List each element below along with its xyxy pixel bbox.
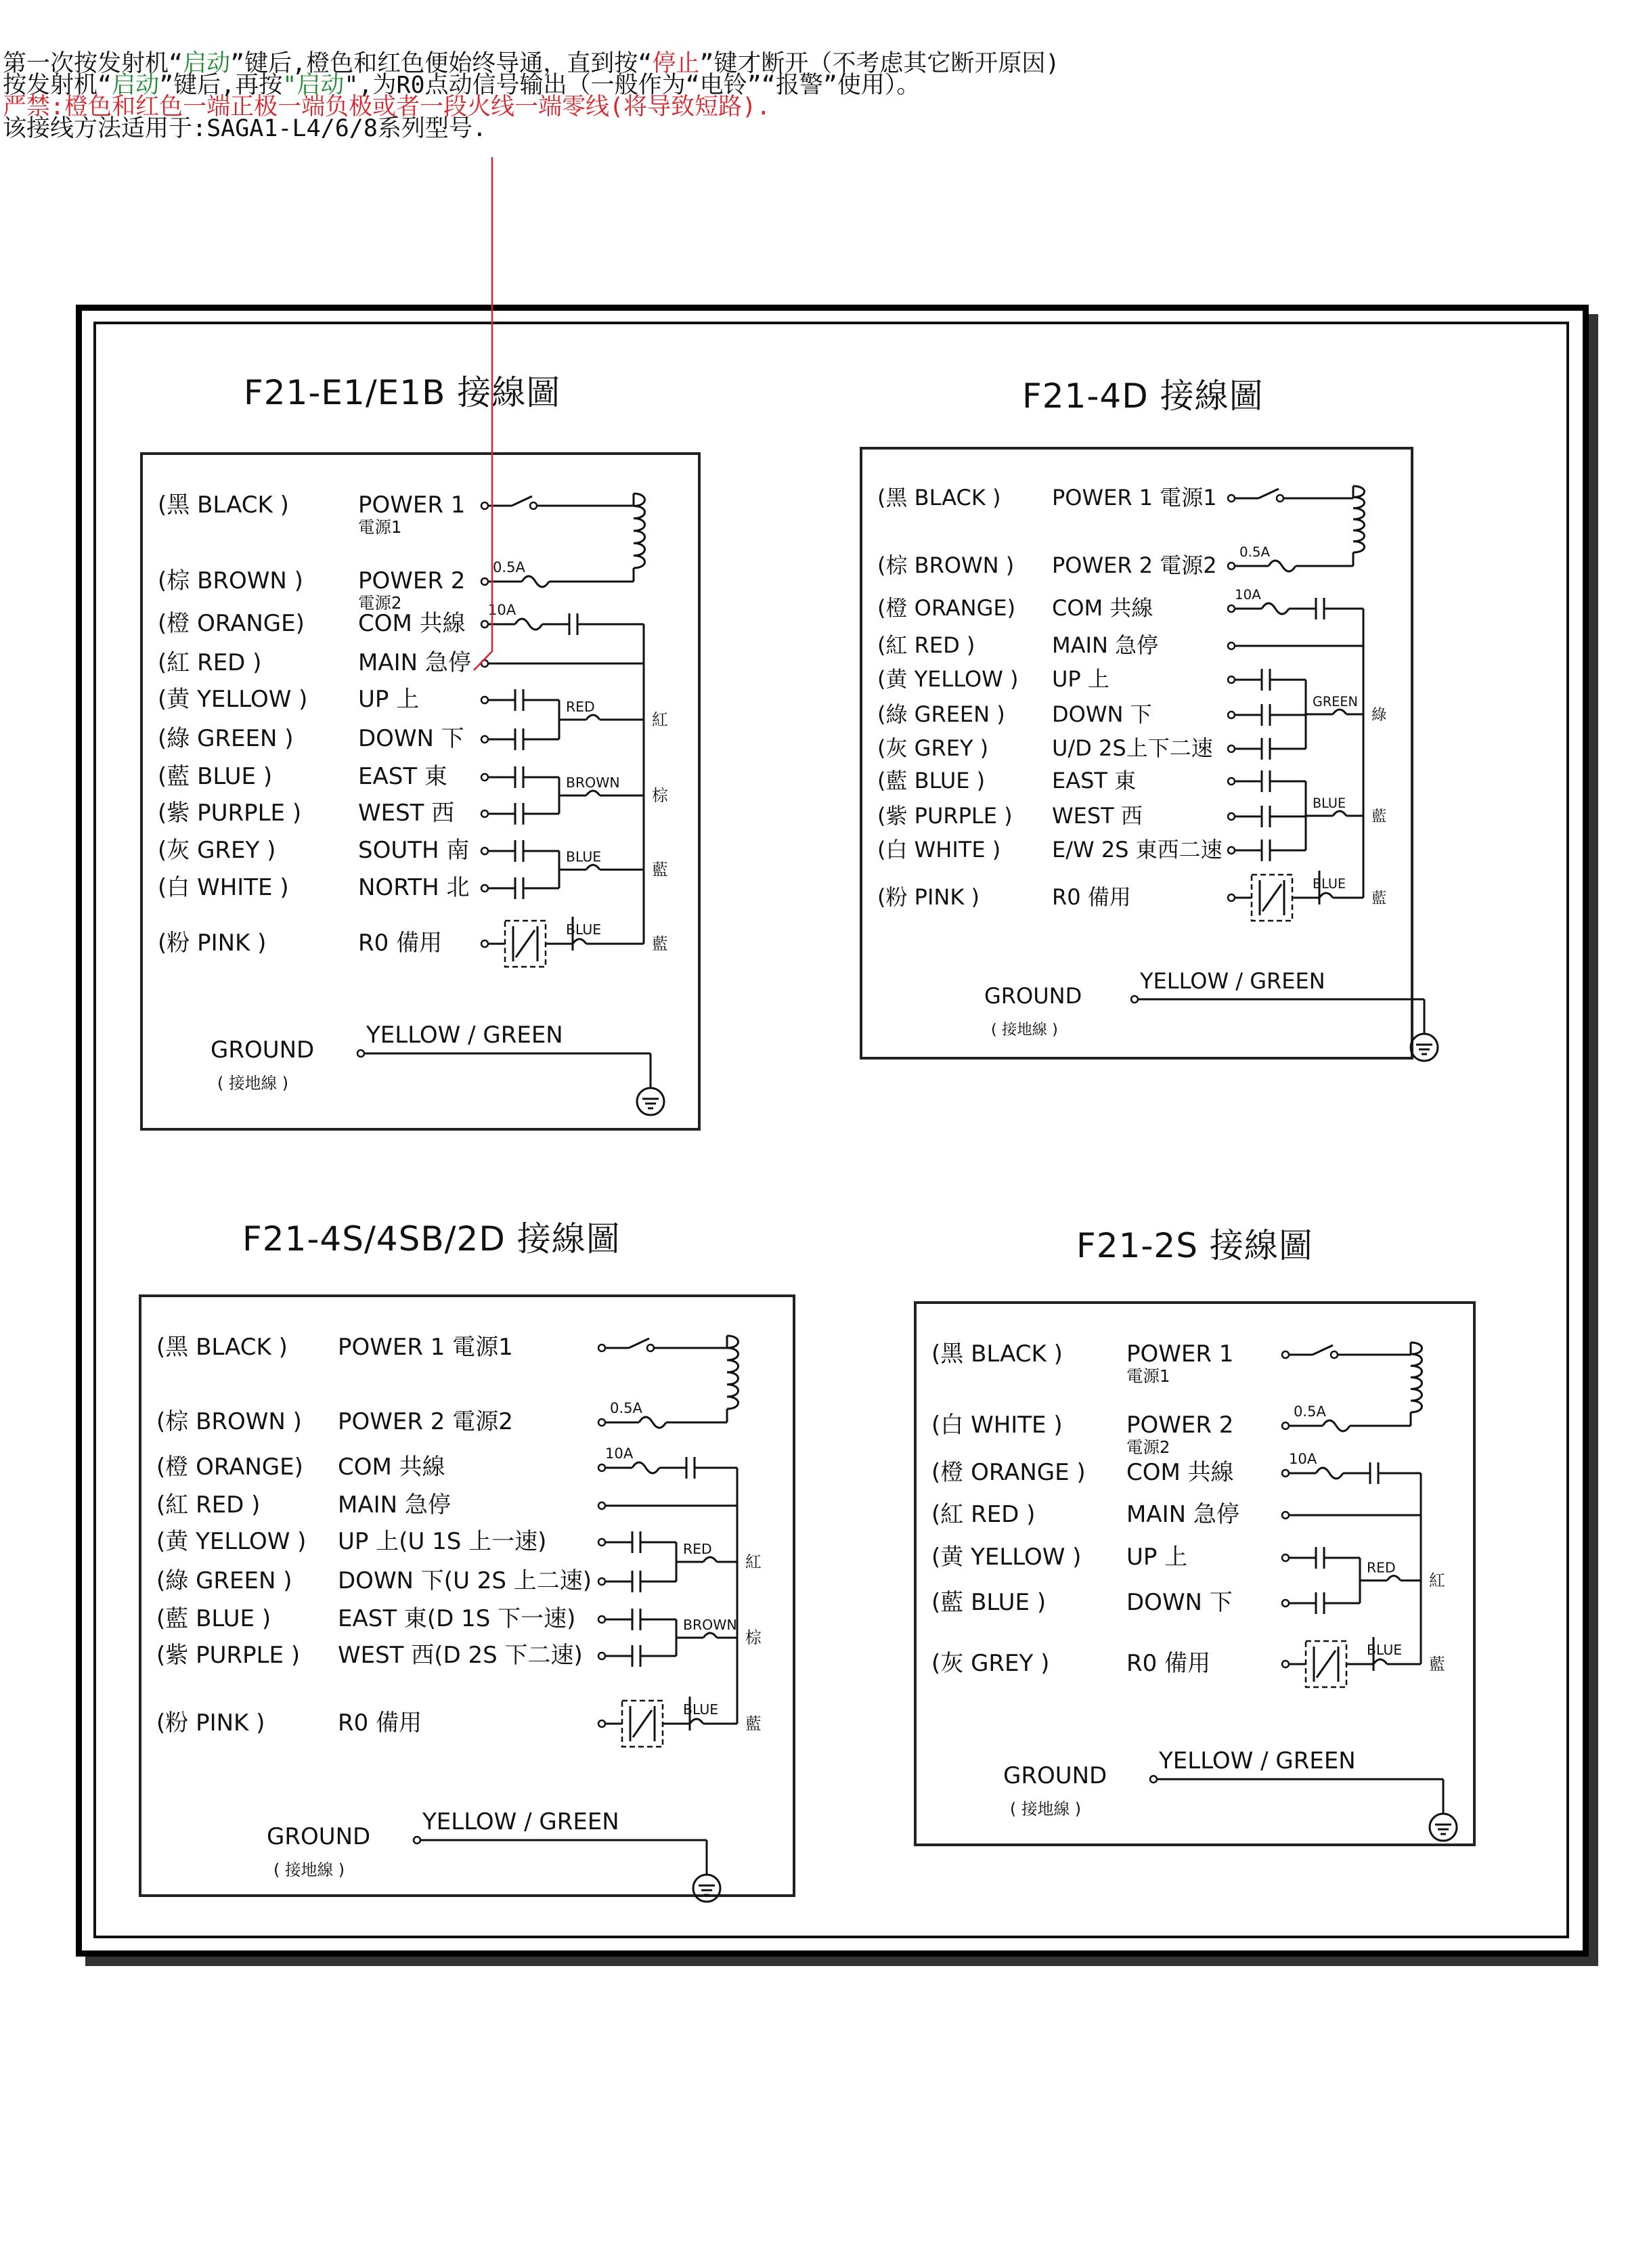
wire-color-label: (白 WHITE ): [931, 1412, 1063, 1439]
function-label: UP 上: [1126, 1544, 1188, 1571]
relay-group-label: BLUE: [1313, 795, 1346, 811]
wire-color-label: (黄 YELLOW ): [877, 666, 1019, 692]
relay-group-cn-label: 紅: [652, 710, 668, 729]
function-label: U/D 2S上下二速: [1052, 735, 1213, 761]
function-sublabel: 電源2: [1126, 1437, 1170, 1457]
wire-color-label: (灰 GREY ): [931, 1650, 1050, 1677]
wire-color-label: (黄 YELLOW ): [156, 1528, 307, 1555]
function-label: WEST 西: [1052, 803, 1143, 829]
relay-group-cn-label: 紅: [745, 1552, 762, 1571]
function-label: WEST 西(D 2S 下二速): [338, 1642, 583, 1669]
relay-group-cn-label: 棕: [745, 1628, 762, 1647]
fuse-rating-label: 0.5A: [610, 1399, 642, 1416]
relay-group-cn-label: 藍: [652, 860, 668, 879]
relay-group-cn-label: 綠: [1371, 706, 1387, 724]
wire-color-label: (紫 PURPLE ): [877, 803, 1013, 829]
wire-color-label: (橙 ORANGE): [156, 1454, 303, 1481]
function-label: POWER 2 電源2: [338, 1408, 513, 1435]
note-line-3-warning: 严禁:橙色和红色一端正极一端负极或者一段火线一端零线(将导致短路).: [3, 93, 771, 121]
function-sublabel: 電源1: [1126, 1366, 1170, 1386]
panel-title-4s: F21-4S/4SB/2D 接線圖: [242, 1219, 621, 1259]
relay-group-label: BLUE: [683, 1701, 719, 1718]
note-text: ”键才断开（不考虑其它断开原因): [699, 50, 1060, 77]
relay-group-cn-label: 藍: [1429, 1655, 1445, 1674]
note-text: ",为R0点动信号输出（一般作为“电铃”“报警”使用）。: [344, 72, 921, 99]
function-sublabel: 電源1: [358, 517, 402, 537]
function-label: UP 上: [1052, 666, 1109, 692]
function-label: WEST 西: [358, 800, 455, 827]
function-label: R0 備用: [338, 1709, 422, 1737]
ground-cn-label: ( 接地線 ): [273, 1860, 345, 1879]
relay-group-label: GREEN: [1313, 694, 1358, 710]
panel-title-e1: F21-E1/E1B 接線圖: [244, 373, 561, 412]
relay-group-label: BROWN: [566, 775, 620, 791]
function-label: MAIN 急停: [1052, 632, 1159, 658]
function-label: POWER 2: [358, 567, 466, 594]
relay-group-label: RED: [1367, 1559, 1396, 1576]
function-label: UP 上: [358, 686, 420, 713]
note-text: 第一次按发射机“: [3, 50, 183, 77]
wire-color-label: (黑 BLACK ): [931, 1340, 1063, 1368]
note-text: ”键后,再按: [159, 72, 283, 99]
relay-group-cn-label: 棕: [652, 786, 668, 805]
start-key-text: "启动: [282, 72, 345, 99]
relay-group-cn-label: 紅: [1429, 1571, 1445, 1590]
ground-label: GROUND: [211, 1037, 315, 1064]
wire-color-label: (黑 BLACK ): [156, 1334, 288, 1361]
relay-group-label: BLUE: [566, 848, 602, 865]
function-label: EAST 東(D 1S 下一速): [338, 1605, 576, 1632]
relay-group-label: RED: [566, 699, 595, 715]
function-label: E/W 2S 東西二速: [1052, 837, 1223, 863]
wire-color-label: (白 WHITE ): [158, 874, 289, 901]
wire-color-label: (粉 PINK ): [877, 884, 980, 910]
function-label: DOWN 下: [1126, 1589, 1233, 1616]
wire-color-label: (紫 PURPLE ): [158, 800, 302, 827]
wire-color-label: (灰 GREY ): [158, 837, 276, 864]
fuse-rating-label: 10A: [1289, 1450, 1317, 1467]
ground-wire-label: YELLOW / GREEN: [1159, 1747, 1356, 1774]
function-label: DOWN 下(U 2S 上二速): [338, 1567, 592, 1594]
ground-wire-label: YELLOW / GREEN: [1140, 968, 1325, 994]
wire-color-label: (綠 GREEN ): [156, 1567, 292, 1594]
function-label: COM 共線: [1126, 1459, 1234, 1486]
start-key-text: 启动: [183, 50, 231, 77]
function-label: SOUTH 南: [358, 837, 470, 864]
function-label: R0 備用: [1052, 884, 1131, 910]
relay-group-cn-label: 藍: [745, 1714, 762, 1733]
wire-color-label: (黄 YELLOW ): [158, 686, 308, 713]
function-sublabel: 電源2: [358, 593, 402, 613]
function-label: MAIN 急停: [358, 649, 471, 676]
note-text: 按发射机“: [3, 72, 112, 99]
ground-wire-label: YELLOW / GREEN: [422, 1808, 619, 1835]
ground-label: GROUND: [267, 1823, 371, 1850]
wire-color-label: (綠 GREEN ): [158, 725, 294, 752]
wire-color-label: (白 WHITE ): [877, 837, 1001, 863]
panel-title-2s: F21-2S 接線圖: [1076, 1226, 1313, 1265]
fuse-rating-label: 0.5A: [493, 559, 525, 575]
stop-key-text: 停止: [652, 50, 700, 77]
fuse-rating-label: 10A: [1235, 587, 1261, 603]
note-line-4: 该接线方法适用于:SAGA1-L4/6/8系列型号.: [3, 115, 487, 142]
relay-group-label: BLUE: [1367, 1642, 1403, 1658]
ground-label: GROUND: [1003, 1762, 1107, 1789]
panel-title-4d: F21-4D 接線圖: [1022, 376, 1264, 416]
wire-color-label: (藍 BLUE ): [877, 768, 986, 793]
function-label: POWER 1: [358, 492, 466, 519]
relay-group-cn-label: 藍: [1371, 808, 1387, 825]
fuse-rating-label: 0.5A: [1239, 544, 1271, 560]
wire-color-label: (紅 RED ): [931, 1501, 1036, 1528]
function-label: NORTH 北: [358, 874, 470, 901]
wire-color-label: (藍 BLUE ): [156, 1605, 271, 1632]
ground-cn-label: ( 接地線 ): [991, 1021, 1058, 1039]
wire-color-label: (粉 PINK ): [158, 930, 267, 957]
ground-label: GROUND: [984, 983, 1082, 1009]
function-label: R0 備用: [1126, 1650, 1211, 1677]
function-label: EAST 東: [358, 763, 447, 790]
wire-color-label: (棕 BROWN ): [877, 552, 1015, 578]
wire-color-label: (橙 ORANGE): [877, 595, 1016, 621]
function-label: POWER 1 電源1: [338, 1334, 513, 1361]
function-label: R0 備用: [358, 930, 443, 957]
relay-group-cn-label: 藍: [1371, 890, 1387, 907]
function-label: POWER 1 電源1: [1052, 485, 1217, 510]
ground-cn-label: ( 接地線 ): [1010, 1800, 1082, 1818]
annotation-line: [474, 157, 492, 670]
start-key-text: 启动: [112, 72, 160, 99]
wire-color-label: (綠 GREEN ): [877, 701, 1005, 727]
wire-color-label: (粉 PINK ): [156, 1709, 265, 1737]
ground-cn-label: ( 接地線 ): [217, 1074, 289, 1093]
wire-color-label: (棕 BROWN ): [156, 1408, 302, 1435]
fuse-rating-label: 10A: [488, 601, 516, 618]
function-label: MAIN 急停: [1126, 1501, 1239, 1528]
wire-color-label: (黑 BLACK ): [877, 485, 1001, 510]
note-text: ”键后,橙色和红色便始终导通，直到按“: [230, 50, 653, 77]
function-label: COM 共線: [1052, 595, 1153, 621]
function-label: POWER 2: [1126, 1412, 1234, 1439]
wire-color-label: (紅 RED ): [158, 649, 262, 676]
relay-group-cn-label: 藍: [652, 934, 668, 953]
wire-color-label: (藍 BLUE ): [158, 763, 273, 790]
wire-color-label: (紫 PURPLE ): [156, 1642, 301, 1669]
wire-color-label: (紅 RED ): [156, 1491, 261, 1519]
function-label: UP 上(U 1S 上一速): [338, 1528, 547, 1555]
function-label: COM 共線: [338, 1454, 445, 1481]
wire-color-label: (橙 ORANGE): [158, 610, 305, 637]
wire-color-label: (紅 RED ): [877, 632, 975, 658]
relay-group-label: BLUE: [1313, 876, 1346, 892]
relay-group-label: BROWN: [683, 1617, 737, 1633]
relay-group-label: BLUE: [566, 921, 602, 938]
function-label: POWER 1: [1126, 1340, 1234, 1368]
function-label: MAIN 急停: [338, 1491, 451, 1519]
ground-wire-label: YELLOW / GREEN: [366, 1022, 563, 1049]
wire-color-label: (灰 GREY ): [877, 735, 989, 761]
wire-color-label: (棕 BROWN ): [158, 567, 303, 594]
function-label: POWER 2 電源2: [1052, 552, 1217, 578]
function-label: DOWN 下: [358, 725, 464, 752]
wire-color-label: (藍 BLUE ): [931, 1589, 1047, 1616]
fuse-rating-label: 10A: [605, 1445, 634, 1462]
function-label: EAST 東: [1052, 768, 1137, 793]
function-label: DOWN 下: [1052, 701, 1152, 727]
relay-group-label: RED: [683, 1541, 712, 1557]
function-label: COM 共線: [358, 610, 466, 637]
wire-color-label: (橙 ORANGE ): [931, 1459, 1086, 1486]
wire-color-label: (黑 BLACK ): [158, 492, 289, 519]
fuse-rating-label: 0.5A: [1294, 1403, 1326, 1420]
wire-color-label: (黄 YELLOW ): [931, 1544, 1082, 1571]
